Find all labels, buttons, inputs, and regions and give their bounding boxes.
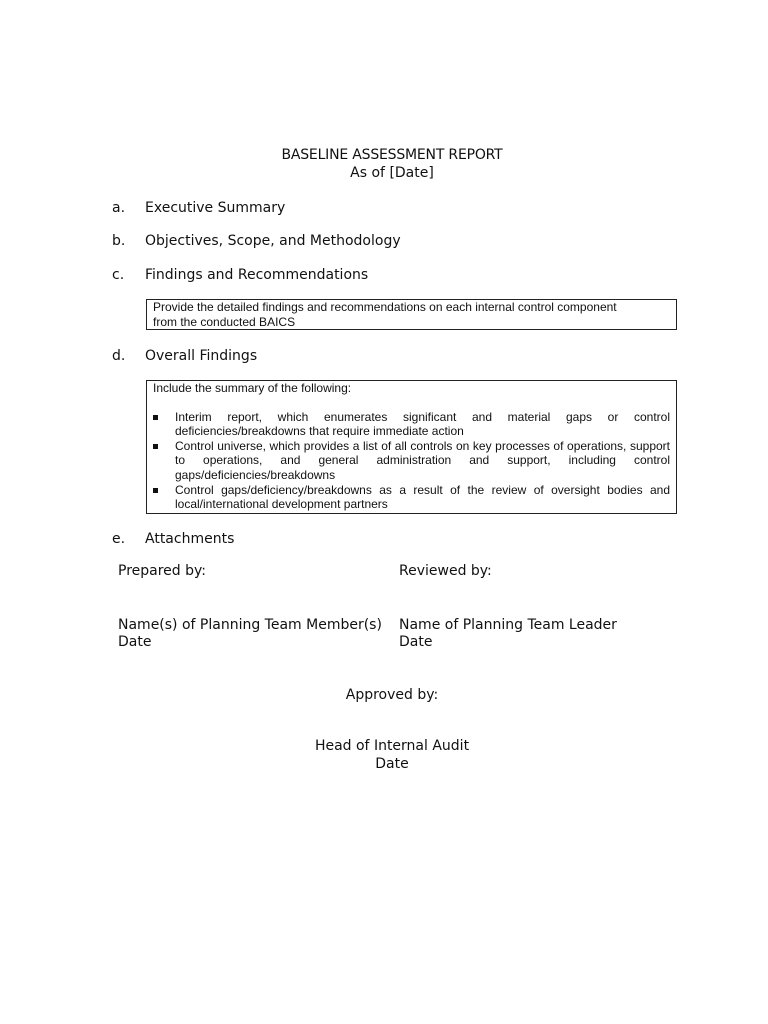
findings-note-line: from the conducted BAICS [153, 314, 296, 329]
approved-by-label: Approved by: [345, 687, 439, 703]
section-overall-findings [112, 347, 257, 365]
reviewed-by-label: Reviewed by: [399, 563, 492, 579]
list-item-text: Control gaps/deficiency/breakdowns as a result of the review of oversight bodies and local/international development partners [175, 482, 670, 512]
findings-note-line: Provide the detailed findings and recommendations on each internal control component [153, 300, 617, 314]
section-objectives [112, 232, 401, 250]
section-label: Findings and Recommendations [145, 267, 369, 283]
section-label: Attachments [145, 531, 235, 547]
section-executive-summary [112, 199, 285, 217]
document-title: BASELINE ASSESSMENT REPORT [281, 147, 503, 163]
section-letter: b. [112, 233, 126, 249]
list-item-text: Control universe, which provides a list of all controls on key processes of operations, support to operations, and general administration and support, including control gaps/deficiencies/breakdowns [175, 438, 670, 482]
section-label: Executive Summary [145, 200, 286, 216]
section-findings [112, 266, 368, 284]
prepared-by-label: Prepared by: [118, 563, 206, 579]
planning-member-date: Date [118, 634, 152, 650]
planning-leader-date: Date [399, 634, 433, 650]
section-label: Overall Findings [145, 348, 258, 364]
bullet-icon [153, 444, 158, 449]
document-subtitle: As of [Date] [350, 165, 434, 181]
list-item-text: Interim report, which enumerates significant and material gaps or control deficiencies/breakdowns that require immediate action [175, 409, 670, 439]
planning-leader-name: Name of Planning Team Leader [399, 617, 617, 633]
overall-note-box [146, 380, 677, 514]
head-internal-audit-name: Head of Internal Audit [314, 738, 470, 754]
section-attachments [112, 530, 234, 548]
overall-note-list [153, 410, 670, 512]
section-letter: c. [112, 267, 125, 283]
section-letter: a. [112, 200, 126, 216]
findings-note-box [146, 299, 677, 330]
head-internal-audit-date: Date [375, 756, 409, 772]
section-label: Objectives, Scope, and Methodology [145, 233, 401, 249]
overall-note-intro: Include the summary of the following: [153, 381, 352, 395]
list-item [153, 439, 670, 483]
section-letter: d. [112, 348, 126, 364]
bullet-icon [153, 488, 158, 493]
section-letter: e. [112, 531, 126, 547]
bullet-icon [153, 415, 158, 420]
list-item [153, 410, 670, 439]
planning-member-name: Name(s) of Planning Team Member(s) [118, 617, 382, 633]
list-item [153, 483, 670, 512]
